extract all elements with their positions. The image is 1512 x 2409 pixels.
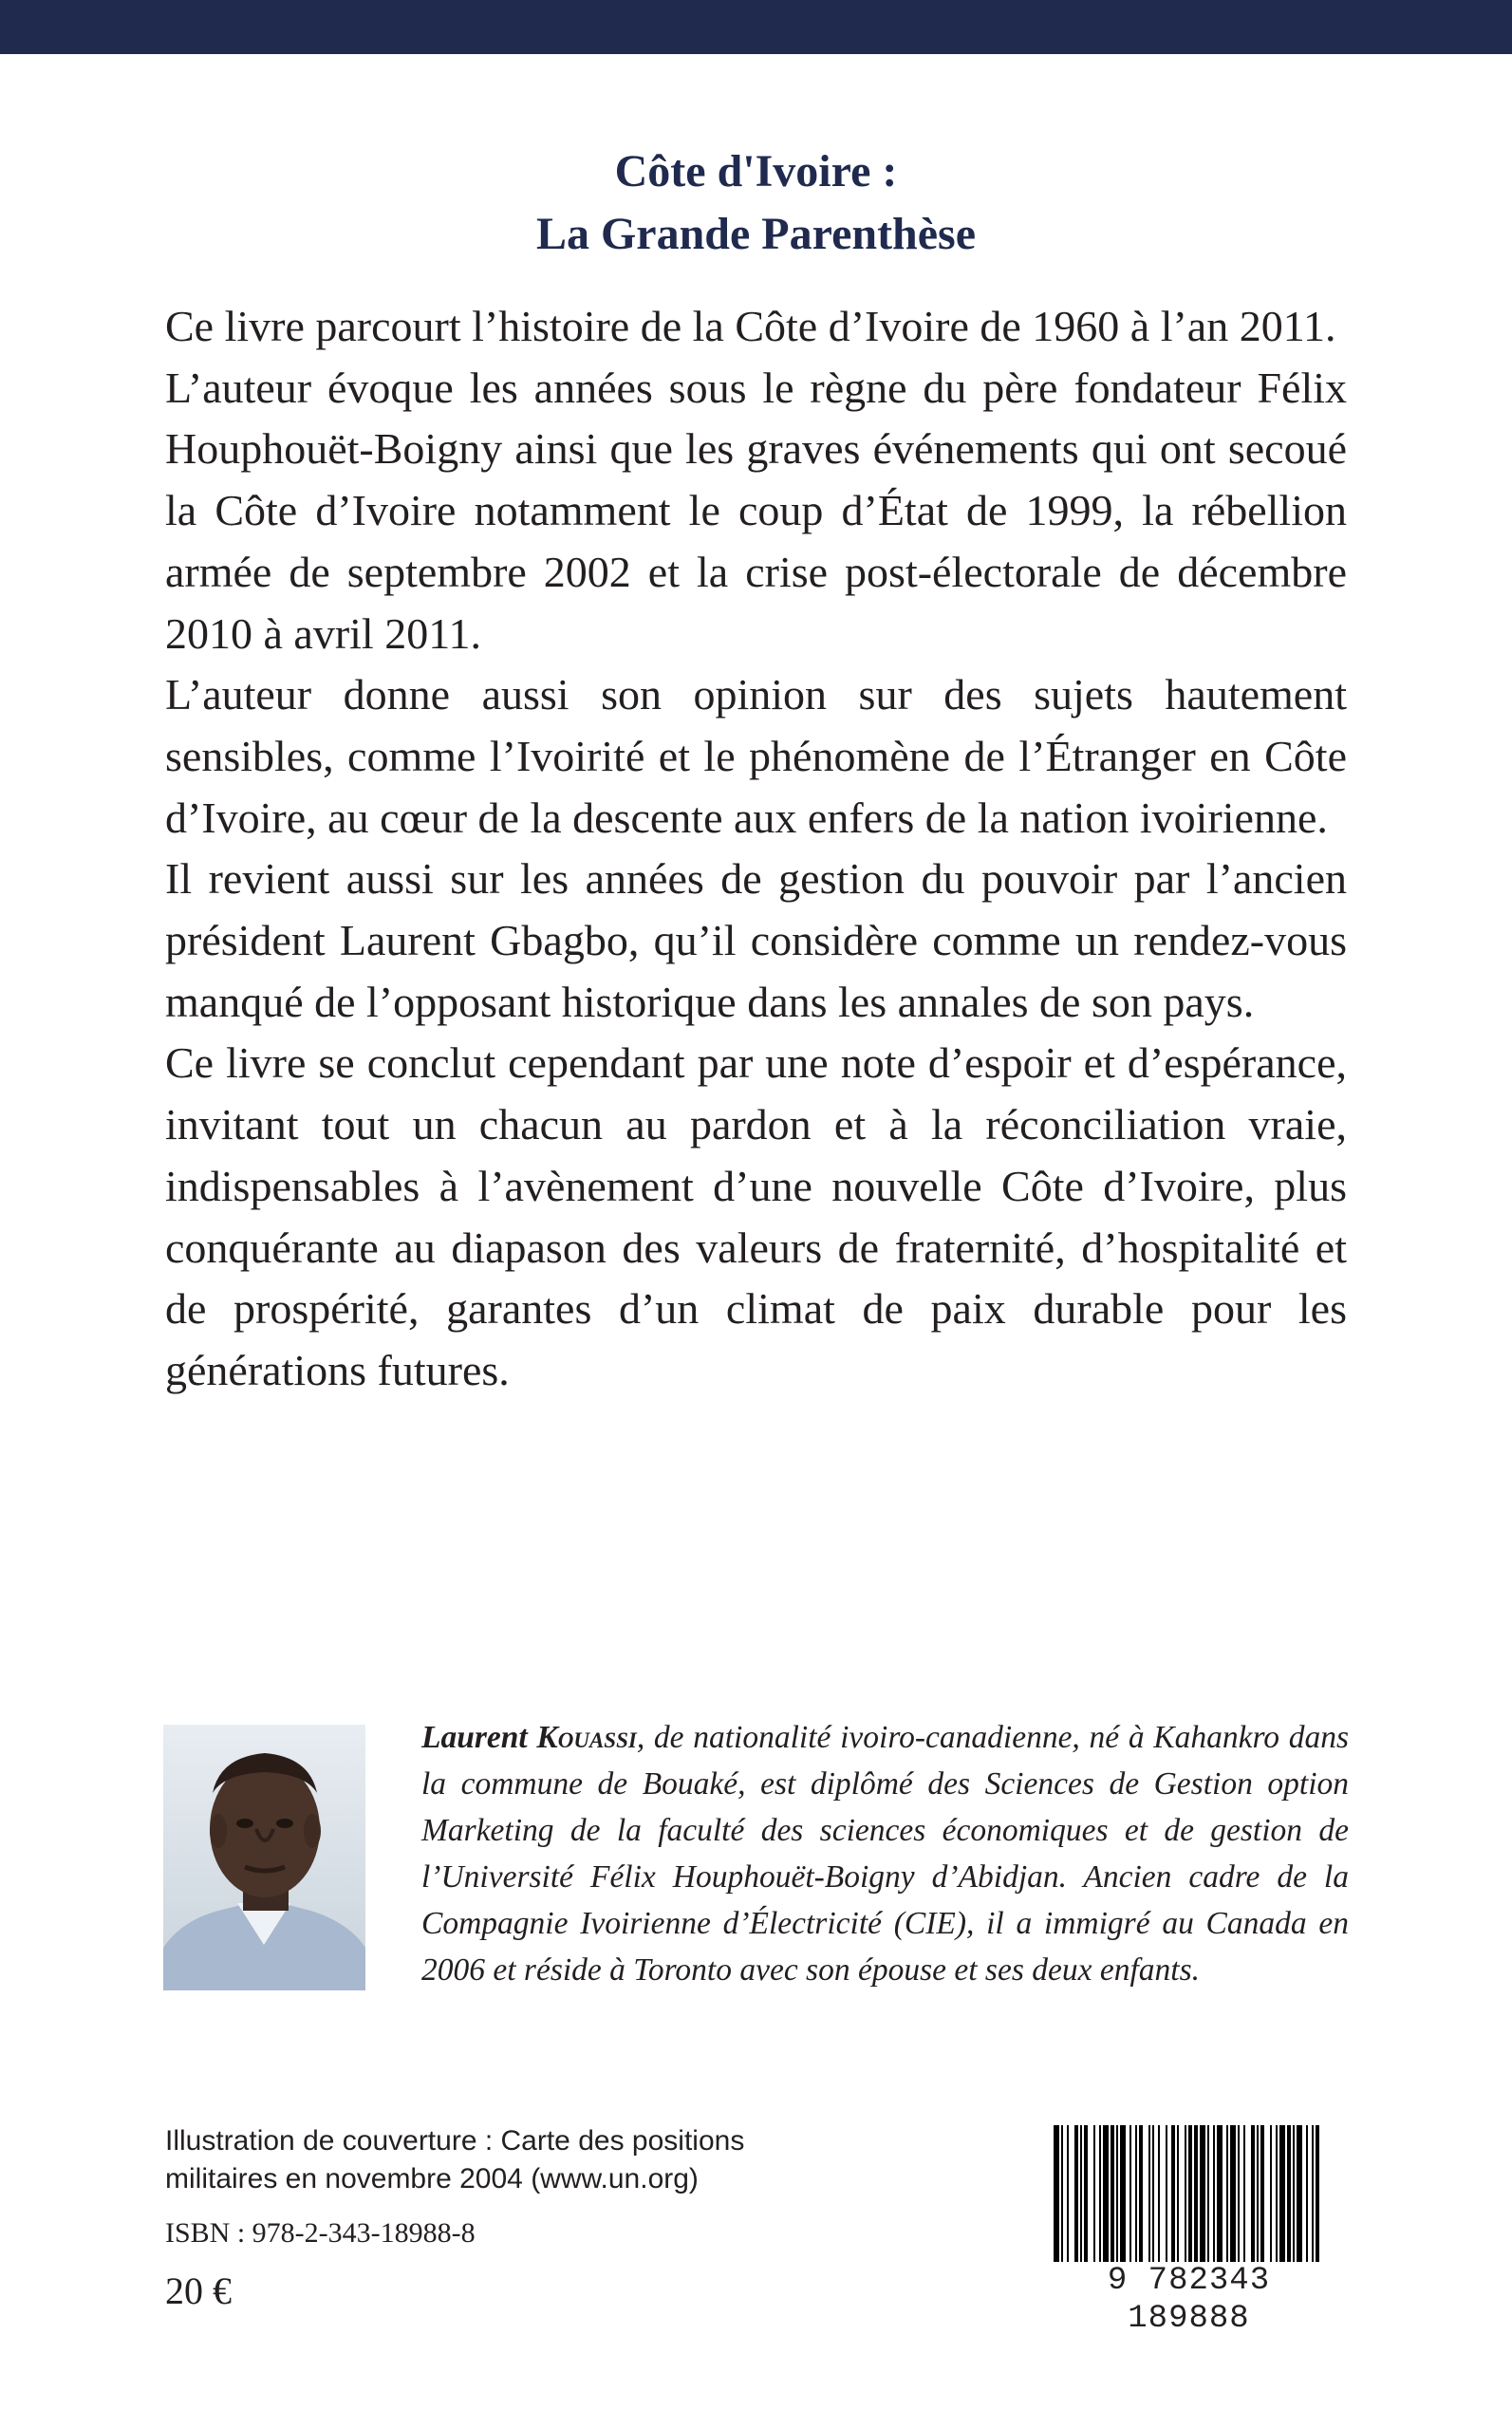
author-bio	[421, 1714, 1349, 1993]
cover-illustration-credit	[165, 2122, 849, 2198]
blurb	[165, 296, 1347, 1402]
author-first-name: Laurent	[421, 1720, 528, 1755]
title-line-1: Côte d'Ivoire :	[614, 146, 898, 196]
title-line-2: La Grande Parenthèse	[535, 209, 977, 259]
author-bio-text: , de nationalité ivoiro-canadienne, né à Kahankro dans la commune de Bouaké, est diplômé des Sciences de Gestion option Marketing de la faculté des sciences économiques et de gestion de l’Université Félix Houphouët-Boigny d’Abidjan. Ancien cadre de la Compagnie Ivoirienne d’Électricité (CIE), il a immigré au Canada en 2006 et réside à Toronto avec son épouse et ses deux enfants.	[421, 1720, 1349, 1988]
author-portrait-icon	[163, 1725, 365, 1990]
author-photo	[163, 1725, 365, 1990]
blurb-paragraph: Ce livre se conclut cependant par une note d’espoir et d’espérance, invitant tout un chacun au pardon et à la réconciliation vraie, indispensables à l’avènement d’une nouvelle Côte d’Ivoire, plus conquérante au diapason des valeurs de fraternité, d’hospitalité et de prospérité, garantes d’un climat de paix durable pour les générations futures.	[165, 1038, 1347, 1394]
book-title	[0, 140, 1512, 266]
author-last-name: Kouassi	[536, 1720, 637, 1755]
price: 20 €	[165, 2269, 232, 2312]
barcode-digits: 9 782343 189888	[1050, 2262, 1328, 2338]
blurb-paragraph: L’auteur donne aussi son opinion sur des sujets hautement sensibles, comme l’Ivoirité et le phénomène de l’Étranger en Côte d’Ivoire, au cœur de la descente aux enfers de la nation ivoirienne.	[165, 670, 1347, 842]
blurb-paragraph: Ce livre parcourt l’histoire de la Côte d’Ivoire de 1960 à l’an 2011.	[165, 302, 1336, 350]
top-color-band	[0, 0, 1512, 54]
isbn: ISBN : 978-2-343-18988-8	[165, 2217, 476, 2249]
blurb-paragraph: Il revient aussi sur les années de gestion du pouvoir par l’ancien président Laurent Gbagbo, qu’il considère comme un rendez-vous manqué de l’opposant historique dans les annales de son pays.	[165, 854, 1347, 1026]
blurb-paragraph: L’auteur évoque les années sous le règne du père fondateur Félix Houphouët-Boigny ainsi que les graves événements qui ont secoué la Côte d’Ivoire notamment le coup d’État de 1999, la rébellion armée de septembre 2002 et la crise post-électorale de décembre 2010 à avril 2011.	[165, 363, 1347, 658]
credit-line-2: militaires en novembre 2004 (www.un.org)	[165, 2163, 699, 2194]
credit-line-1: Illustration de couverture : Carte des positions	[165, 2125, 745, 2157]
